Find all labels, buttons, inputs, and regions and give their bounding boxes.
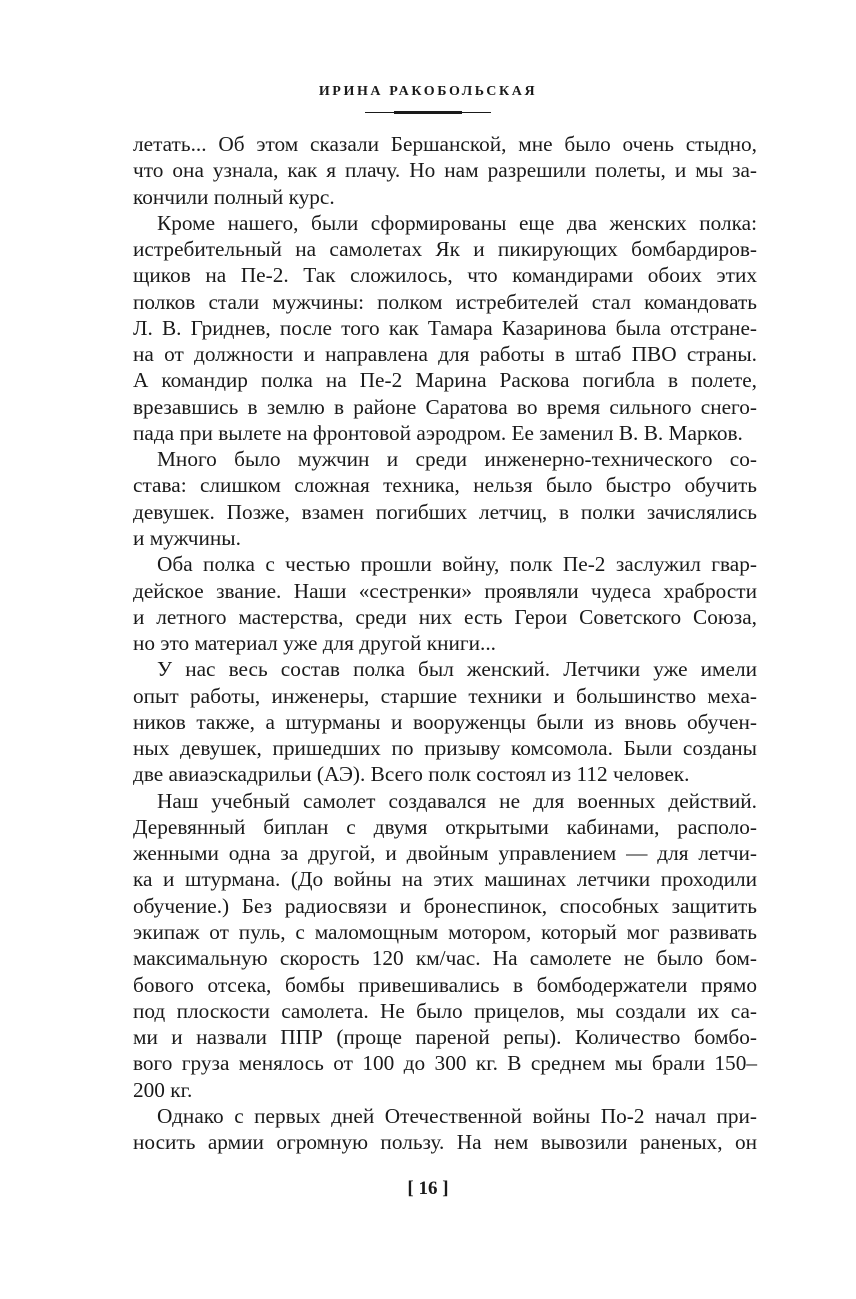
text-line: обучение.) Без радиосвязи и бронеспинок, способных защитить xyxy=(133,893,757,918)
text-line: на от должности и направлена для работы в штаб ПВО страны. xyxy=(133,342,757,367)
text-line: девушек. Позже, взамен погибших летчиц, в полки зачислялись xyxy=(133,499,757,524)
text-line: женными одна за другой, и двойным управлением — для летчи- xyxy=(133,841,757,866)
page-number: [ 16 ] xyxy=(407,1178,449,1199)
text-line: А командир полка на Пе-2 Марина Раскова погибла в полете, xyxy=(133,368,757,393)
text-line: става: слишком сложная техника, нельзя было быстро обучить xyxy=(133,473,757,498)
text-line: ка и штурмана. (До войны на этих машинах летчики проходили xyxy=(133,867,757,892)
text-line: носить армии огромную пользу. На нем вывозили раненых, он xyxy=(133,1130,757,1155)
paragraph xyxy=(133,446,757,551)
paragraph xyxy=(133,131,757,210)
text-line: вого груза менялось от 100 до 300 кг. В среднем мы брали 150– xyxy=(133,1051,757,1076)
text-line: Однако с первых дней Отечественной войны По-2 начал при- xyxy=(157,1103,757,1128)
text-line: 200 кг. xyxy=(133,1077,193,1102)
text-line: У нас весь состав полка был женский. Летчики уже имели xyxy=(157,657,757,682)
running-header-author: ИРИНА РАКОБОЛЬСКАЯ xyxy=(318,84,538,99)
text-line: истребительный на самолетах Як и пикирующих бомбардиров- xyxy=(133,237,757,262)
text-line: две авиаэскадрильи (АЭ). Всего полк состоял из 112 человек. xyxy=(133,762,690,787)
text-line: опыт работы, инженеры, старшие техники и большинство меха- xyxy=(133,683,757,708)
paragraph xyxy=(133,656,757,787)
text-line: и мужчины. xyxy=(133,525,241,550)
text-line: Наш учебный самолет создавался не для военных действий. xyxy=(157,788,757,813)
text-line: экипаж от пуль, с маломощным мотором, который мог развивать xyxy=(133,919,757,944)
paragraph xyxy=(133,1103,757,1156)
text-line: врезавшись в землю в районе Саратова во время сильного снего- xyxy=(133,394,757,419)
text-line: но это материал уже для другой книги... xyxy=(133,631,496,656)
text-line: что она узнала, как я плачу. Но нам разрешили полеты, и мы за- xyxy=(133,158,757,183)
body-text xyxy=(133,131,757,1155)
text-line: ми и назвали ППР (проще пареной репы). Количество бомбо- xyxy=(133,1025,757,1050)
text-line: пада при вылете на фронтовой аэродром. Ее заменил В. В. Марков. xyxy=(133,420,743,445)
text-line: Деревянный биплан с двумя открытыми кабинами, располо- xyxy=(133,814,757,839)
text-line: летать... Об этом сказали Бершанской, мне было очень стыдно, xyxy=(133,132,757,156)
text-line: Кроме нашего, были сформированы еще два женских полка: xyxy=(157,210,757,235)
text-line: бового отсека, бомбы привешивались в бомбодержатели прямо xyxy=(133,972,757,997)
text-line: ников также, а штурманы и вооруженцы были из вновь обучен- xyxy=(133,709,757,734)
text-line: дейское звание. Наши «сестренки» проявляли чудеса храбрости xyxy=(133,578,757,603)
text-line: и летного мастерства, среди них есть Герои Советского Союза, xyxy=(133,604,757,629)
text-line: под плоскости самолета. Не было прицелов, мы создали их са- xyxy=(133,998,757,1023)
text-line: Л. В. Гриднев, после того как Тамара Казаринова была отстране- xyxy=(133,315,757,340)
text-line: Много было мужчин и среди инженерно-технического со- xyxy=(157,447,757,472)
text-line: кончили полный курс. xyxy=(133,184,335,209)
header-divider-accent xyxy=(394,111,462,114)
paragraph xyxy=(133,551,757,656)
text-line: полков стали мужчины: полком истребителей стал командовать xyxy=(133,289,757,314)
paragraph xyxy=(133,788,757,1103)
text-line: ных девушек, пришедших по призыву комсомола. Были созданы xyxy=(133,736,757,761)
text-line: Оба полка с честью прошли войну, полк Пе-2 заслужил гвар- xyxy=(157,552,757,577)
paragraph xyxy=(133,210,757,446)
text-line: максимальную скорость 120 км/час. На самолете не было бом- xyxy=(133,946,757,971)
text-line: щиков на Пе-2. Так сложилось, что командирами обоих этих xyxy=(133,263,757,288)
